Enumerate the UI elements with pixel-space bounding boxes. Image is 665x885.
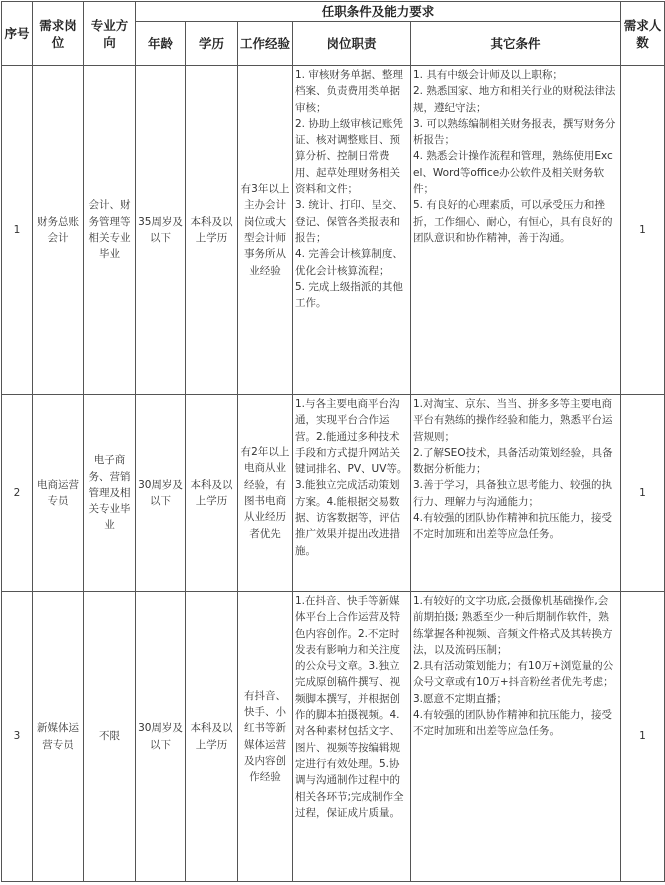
- cell-position: 电商运营专员: [33, 395, 84, 592]
- table-row: [2, 592, 665, 882]
- cell-duties: 1. 审核财务单据、整理档案、负责费用类单据审核； 2. 协助上级审核记账凭证、核对调整账目、预算分析、控制日常费用、起草处理财务相关资料和文件； 3. 统计、打印、呈交、登记、保管各类报表和报告； 4. 完善会计核算制度、优化会计核算流程； 5. 完成上级指派的其他工作。: [293, 66, 411, 395]
- cell-seq: 1: [2, 66, 33, 395]
- header-position: 需求岗位: [33, 2, 84, 66]
- header-experience: 工作经验: [238, 22, 293, 66]
- cell-experience: 有抖音、快手、小红书等新媒体运营及内容创作经验: [238, 592, 293, 882]
- header-row-1: [2, 2, 665, 22]
- header-education: 学历: [186, 22, 238, 66]
- header-headcount: 需求人数: [621, 2, 665, 66]
- cell-other: 1.有较好的文字功底,会摄像机基础操作,会前期拍摄; 熟悉至少一种后期制作软件，熟练掌握各种视频、音频文件格式及其转换方法，以及流码压制； 2.具有活动策划能力；有10万+浏览量的公众号文章或有10万+抖音粉丝者优先考虑； 3.愿意不定期直播； 4.有较强的团队协作精神和抗压能力，接受不定时加班和出差等应急任务。: [411, 592, 621, 882]
- cell-age: 30周岁及以下: [136, 592, 186, 882]
- cell-education: 本科及以上学历: [186, 592, 238, 882]
- cell-position: 财务总账会计: [33, 66, 84, 395]
- cell-age: 35周岁及以下: [136, 66, 186, 395]
- header-group: 任职条件及能力要求: [136, 2, 621, 22]
- table-row: [2, 395, 665, 592]
- header-age: 年龄: [136, 22, 186, 66]
- header-duties: 岗位职责: [293, 22, 411, 66]
- cell-experience: 有3年以上主办会计岗位或大型会计师事务所从业经验: [238, 66, 293, 395]
- cell-headcount: 1: [621, 395, 665, 592]
- cell-duties: 1.与各主要电商平台沟通，实现平台合作运营。2.能通过多种技术手段和方式提升网站关键词排名、PV、UV等。3.能独立完成活动策划方案。4.能根据交易数据、访客数据等，评估推广效果并提出改进措施。: [293, 395, 411, 592]
- cell-major: 不限: [84, 592, 136, 882]
- cell-other: 1. 具有中级会计师及以上职称； 2. 熟悉国家、地方和相关行业的财税法律法规，遵纪守法； 3. 可以熟练编制相关财务报表，撰写财务分析报告； 4. 熟悉会计操作流程和管理，熟练使用Excel、Word等office办公软件及相关财务软件； 5. 有良好的心理素质，可以承受压力和挫折，工作细心、耐心，有恒心，具有良好的团队意识和协作精神，善于沟通。: [411, 66, 621, 395]
- cell-major: 会计、财务管理等相关专业毕业: [84, 66, 136, 395]
- cell-seq: 2: [2, 395, 33, 592]
- cell-age: 30周岁及以下: [136, 395, 186, 592]
- header-seq: 序号: [2, 2, 33, 66]
- cell-other: 1.对淘宝、京东、当当、拼多多等主要电商平台有熟练的操作经验和能力，熟悉平台运营规则； 2.了解SEO技术，具备活动策划经验，具备数据分析能力； 3.善于学习，具备独立思考能力、较强的执行力、理解力与沟通能力； 4.有较强的团队协作精神和抗压能力，接受不定时加班和出差等应急任务。: [411, 395, 621, 592]
- header-major: 专业方向: [84, 2, 136, 66]
- header-other: 其它条件: [411, 22, 621, 66]
- cell-education: 本科及以上学历: [186, 66, 238, 395]
- cell-headcount: 1: [621, 66, 665, 395]
- cell-headcount: 1: [621, 592, 665, 882]
- recruitment-table: [1, 1, 665, 882]
- cell-position: 新媒体运营专员: [33, 592, 84, 882]
- cell-seq: 3: [2, 592, 33, 882]
- cell-duties: 1.在抖音、快手等新媒体平台上合作运营及特色内容创作。2.不定时发表有影响力和关注度的公众号文章。3.独立完成原创稿件撰写、视频脚本撰写，并根据创作的脚本拍摄视频。4.对各种素材包括文字、图片、视频等按编辑规定进行有效处理。5.协调与沟通制作过程中的相关各环节;完成制作全过程，保证成片质量。: [293, 592, 411, 882]
- cell-education: 本科及以上学历: [186, 395, 238, 592]
- cell-major: 电子商务、营销管理及相关专业毕业: [84, 395, 136, 592]
- cell-experience: 有2年以上电商从业经验，有图书电商从业经历者优先: [238, 395, 293, 592]
- table-row: [2, 66, 665, 395]
